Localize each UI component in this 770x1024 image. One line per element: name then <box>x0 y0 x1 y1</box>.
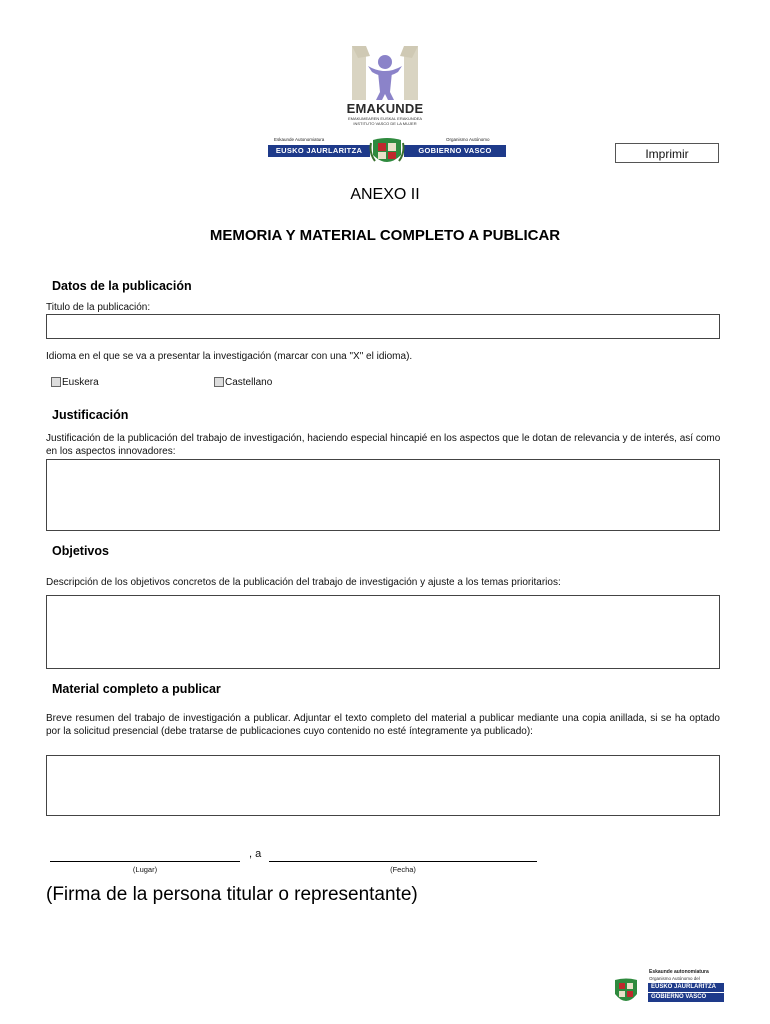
fecha-line[interactable] <box>269 861 537 862</box>
print-button[interactable]: Imprimir <box>615 143 719 163</box>
footer-bar-gobierno: GOBIERNO VASCO <box>648 993 724 1002</box>
euskera-label: Euskera <box>62 377 99 388</box>
euskera-checkbox[interactable] <box>51 377 61 387</box>
objetivos-text: Descripción de los objetivos concretos de la publicación del trabajo de investigación y ajuste a los temas prioritarios: <box>46 577 561 588</box>
gov-label-right: Organismo Autónomo <box>446 137 490 142</box>
firma-label: (Firma de la persona titular o representante) <box>46 884 418 905</box>
section-heading-datos: Datos de la publicación <box>52 279 192 293</box>
idioma-label: Idioma en el que se va a presentar la investigación (marcar con una "X" el idioma). <box>46 351 413 362</box>
basque-shield-icon <box>369 137 405 167</box>
footer-shield-icon <box>612 978 640 1006</box>
gov-label-left: Eskaunde Autonomiatura <box>274 137 325 142</box>
annex-label: ANEXO II <box>350 186 420 203</box>
section-heading-material: Material completo a publicar <box>52 682 221 696</box>
material-text: Breve resumen del trabajo de investigación a publicar. Adjuntar el texto completo del material a publicar mediante una copia anillada, si se ha optado por la solicitud presencial (debe tratarse de publicaciones cuyo contenido no esté íntegramente ya publicado): <box>46 713 720 737</box>
fecha-caption: (Fecha) <box>390 865 416 874</box>
page-title: MEMORIA Y MATERIAL COMPLETO A PUBLICAR <box>209 227 561 244</box>
section-heading-objetivos: Objetivos <box>52 544 109 558</box>
justificacion-textarea[interactable] <box>46 459 720 531</box>
lugar-caption: (Lugar) <box>132 865 158 874</box>
castellano-checkbox[interactable] <box>214 377 224 387</box>
objetivos-textarea[interactable] <box>46 595 720 669</box>
section-heading-justificacion: Justificación <box>52 408 129 422</box>
titulo-label: Titulo de la publicación: <box>46 302 151 313</box>
emakunde-name: EMAKUNDE <box>346 101 424 116</box>
lugar-line[interactable] <box>50 861 240 862</box>
emakunde-subtitle: EMAKUMEAREN EUSKAL ERAKUNDEA INSTITUTO VASCO DE LA MUJER <box>347 116 423 126</box>
footer-top-text: Eskaunde autonomiatura <box>649 969 709 975</box>
footer-gov-logo <box>612 968 724 1008</box>
footer-sub-text: Organismo Autónomo del <box>649 976 700 981</box>
titulo-input[interactable] <box>46 314 720 339</box>
eusko-jaurlaritza-bar: EUSKO JAURLARITZA <box>268 145 370 157</box>
gobierno-vasco-bar: GOBIERNO VASCO <box>404 145 506 157</box>
lugar-fecha-separator: , a <box>249 848 262 860</box>
material-textarea[interactable] <box>46 755 720 816</box>
castellano-label: Castellano <box>225 377 273 388</box>
footer-bar-eusko: EUSKO JAURLARITZA <box>648 983 724 992</box>
justificacion-text: Justificación de la publicación del trabajo de investigación, haciendo especial hincapié en los aspectos que le dotan de relevancia y de interés, así como en los aspectos innovadores: <box>46 433 721 457</box>
